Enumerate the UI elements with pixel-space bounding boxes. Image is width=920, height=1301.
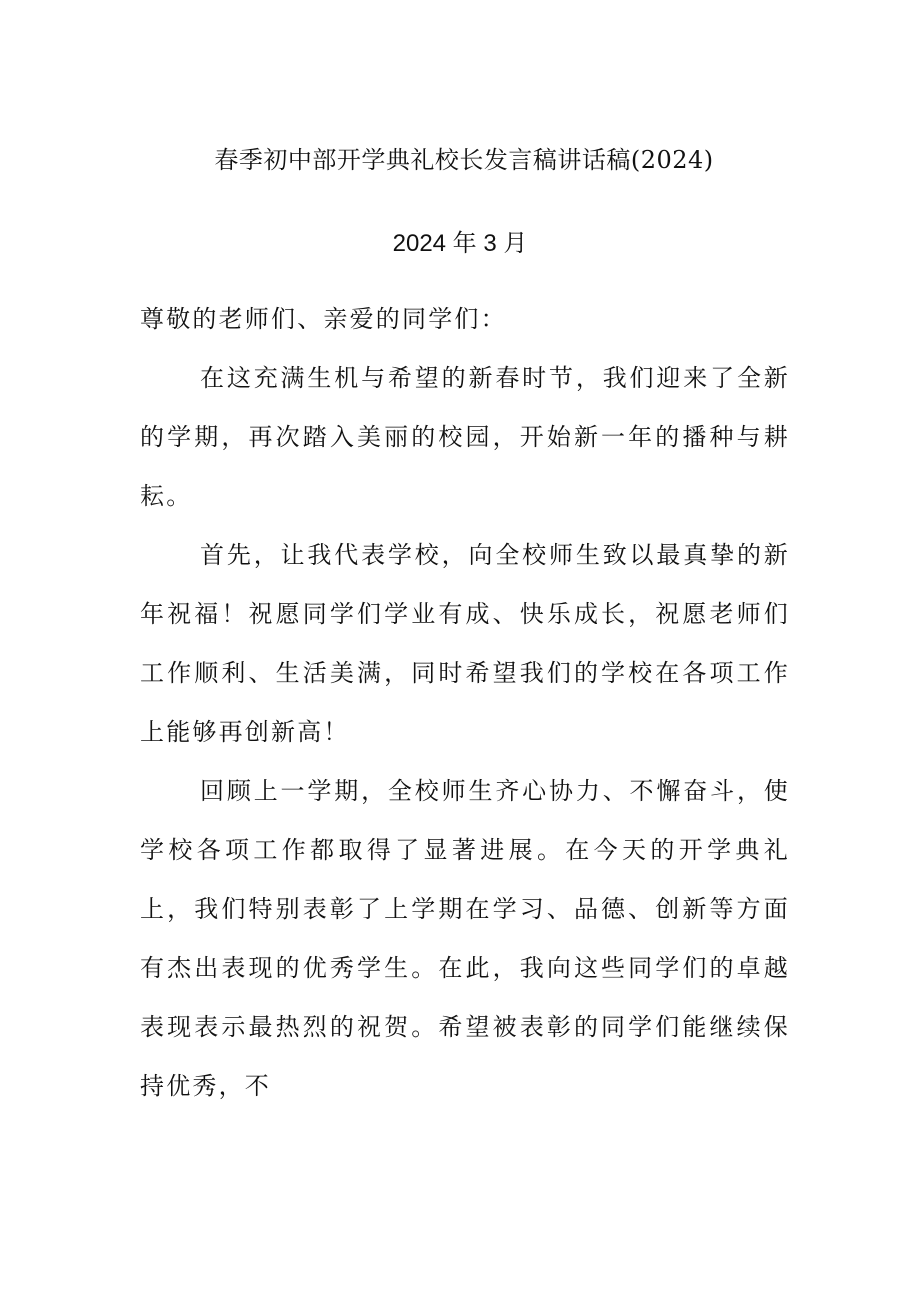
document-date: 2024 年 3 月 [392, 230, 528, 257]
paragraph-3: 回顾上一学期，全校师生齐心协力、不懈奋斗，使学校各项工作都取得了显著进展。在今天的开学典礼上，我们特别表彰了上学期在学习、品德、创新等方面有杰出表现的优秀学生。在此，我向这些同学们的卓越表现表示最热烈的祝贺。希望被表彰的同学们能继续保持优秀，不 [140, 777, 790, 1100]
document-body [140, 290, 790, 1116]
paragraph-2: 首先，让我代表学校，向全校师生致以最真挚的新年祝福！祝愿同学们学业有成、快乐成长，祝愿老师们工作顺利、生活美满，同时希望我们的学校在各项工作上能够再创新高！ [140, 541, 790, 746]
greeting: 尊敬的老师们、亲爱的同学们： [140, 305, 507, 333]
paragraph-1: 在这充满生机与希望的新春时节，我们迎来了全新的学期，再次踏入美丽的校园，开始新一年的播种与耕耘。 [140, 364, 790, 510]
document-title: 春季初中部开学典礼校长发言稿讲话稿(2024) [214, 146, 714, 174]
